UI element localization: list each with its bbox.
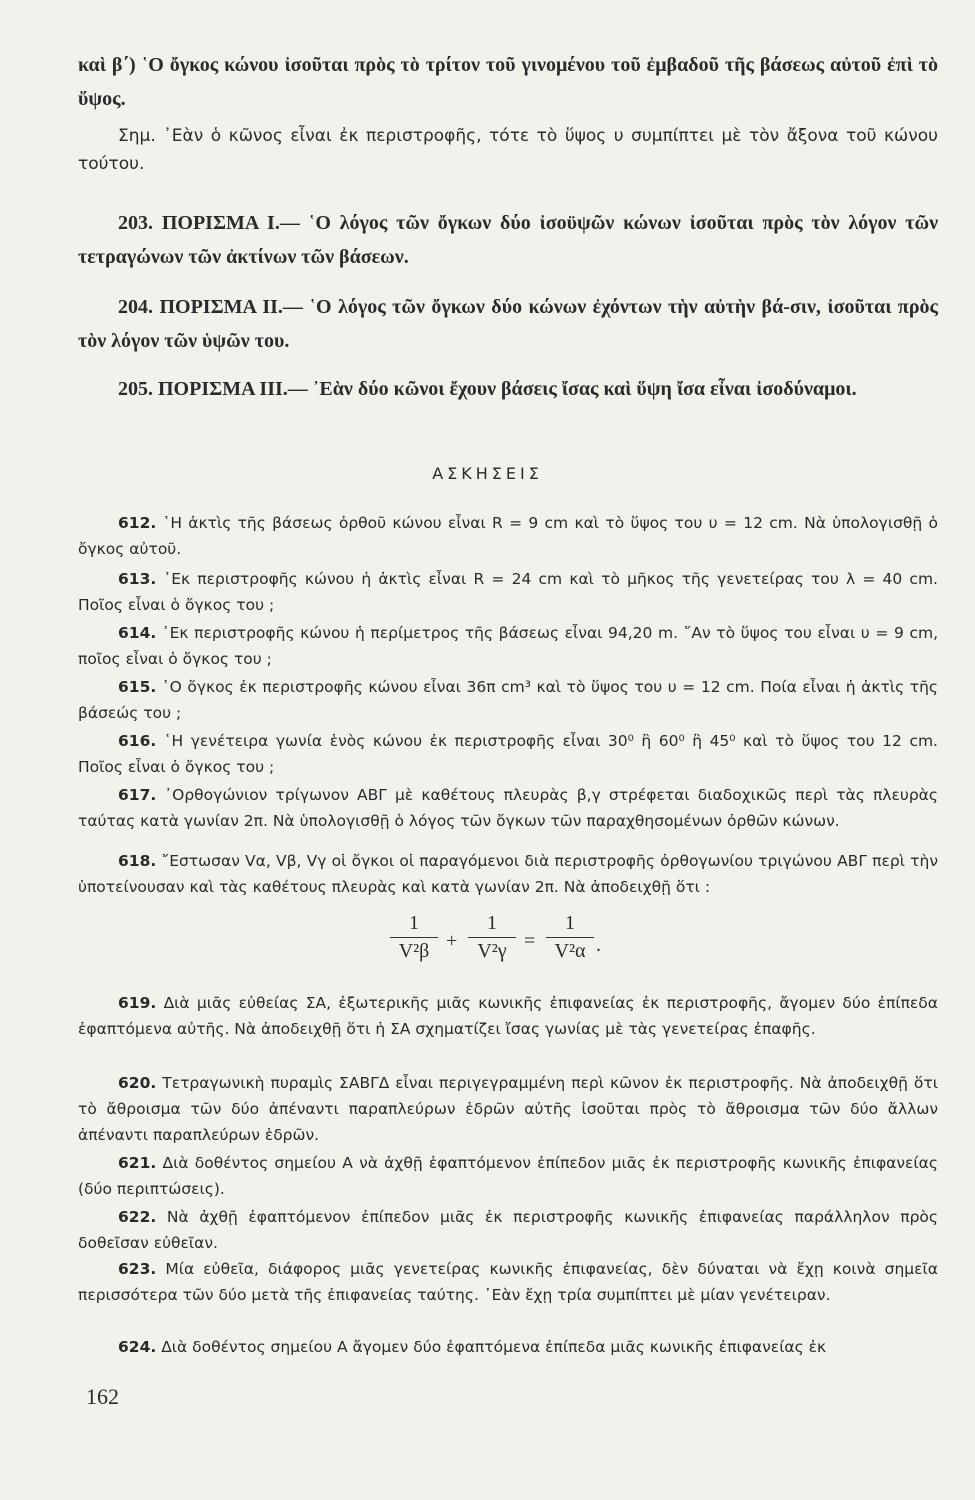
exercise-text: ῾Ο ὄγκος ἐκ περιστροφῆς κώνου εἶναι 36π cm³ καὶ τὸ ὕψος του υ = 12 cm. Ποία εἶναι ἡ ἀκτὶς τῆς βάσεώς του ; [78,678,938,722]
exercise-number: 623. [118,1260,157,1278]
exercise-616 [78,728,938,780]
exercise-number: 616. [118,732,157,750]
exercise-617 [78,782,938,834]
exercise-number: 624. [118,1338,157,1356]
fraction-gamma [468,912,516,963]
corollary-205 [78,372,938,406]
corollary-text: ῾Ο λόγος τῶν ὄγκων δύο κώνων ἐχόντων τὴν αὐτὴν βά-σιν, ἰσοῦται πρὸς τὸν λόγον τῶν ὑψῶν του. [78,296,938,352]
exercise-number: 620. [118,1074,157,1092]
fraction-alpha [546,912,594,963]
fraction-numerator: 1 [468,912,516,938]
exercise-number: 622. [118,1208,157,1226]
corollary-text: ῾Ο λόγος τῶν ὄγκων δύο ἰσοϋψῶν κώνων ἰσοῦται πρὸς τὸν λόγον τῶν τετραγώνων τῶν ἀκτίνων τῶν βάσεων. [78,212,939,268]
exercise-624 [78,1334,938,1360]
page-number: 162 [86,1384,119,1409]
exercise-615 [78,674,938,726]
exercise-number: 618. [118,852,157,870]
exercise-text: ᾽Εκ περιστροφῆς κώνου ἡ ἀκτὶς εἶναι R = 24 cm καὶ τὸ μῆκος τῆς γενετείρας του λ = 40 cm. Ποῖος εἶναι ὁ ὄγκος του ; [78,570,938,614]
fraction-numerator: 1 [546,912,594,938]
exercise-text: Νὰ ἀχθῇ ἐφαπτόμενον ἐπίπεδον μιᾶς ἐκ περιστροφῆς κωνικῆς ἐπιφανείας παράλληλον πρὸς δοθεῖσαν εὐθεῖαν. [78,1208,938,1252]
exercise-622 [78,1204,938,1256]
fraction-numerator: 1 [390,912,438,938]
exercise-text: ᾽Ορθογώνιον τρίγωνον ΑΒΓ μὲ καθέτους πλευρὰς β,γ στρέφεται διαδοχικῶς περὶ τὰς πλευρὰς ταύτας κατὰ γωνίαν 2π. Νὰ ὑπολογισθῇ ὁ λόγος τῶν ὄγκων τῶν παραχθησομένων ὀρθῶν κώνων. [78,786,938,830]
intro-note: Σημ. ᾽Εὰν ὁ κῶνος εἶναι ἐκ περιστροφῆς, τότε τὸ ὕψος υ συμπίπτει μὲ τὸν ἄξονα τοῦ κώνου τούτου. [78,126,938,174]
formula-period: . [596,934,601,956]
exercise-number: 612. [118,514,157,532]
exercise-number: 619. [118,994,157,1012]
exercise-623 [78,1256,938,1308]
corollary-number: 204. [118,296,153,318]
section-title: ΑΣΚΗΣΕΙΣ [432,464,543,483]
exercise-text: ῎Εστωσαν Vα, Vβ, Vγ οἱ ὄγκοι οἱ παραγόμενοι διὰ περιστροφῆς ὀρθογωνίου τριγώνου ΑΒΓ περὶ τὴν ὑποτείνουσαν καὶ τὰς καθέτους πλευρὰς καὶ κατὰ γωνίαν 2π. Νὰ ἀποδειχθῇ ὅτι : [78,852,938,896]
fraction-beta [390,912,438,963]
exercise-614 [78,620,938,672]
exercise-text: ῾Η γενέτειρα γωνία ἑνὸς κώνου ἐκ περιστροφῆς εἶναι 30⁰ ἢ 60⁰ ἢ 45⁰ καὶ τὸ ὕψος του 12 cm. Ποῖος εἶναι ὁ ὄγκος του ; [78,732,938,776]
exercise-number: 613. [118,570,157,588]
equals-sign: = [524,930,536,952]
fraction-denominator: V²β [398,940,430,962]
plus-sign: + [446,930,458,952]
corollary-heading: ΠΟΡΙΣΜΑ Ι.— [161,212,300,234]
exercise-text: ῾Η ἀκτὶς τῆς βάσεως ὀρθοῦ κώνου εἶναι R = 9 cm καὶ τὸ ὕψος του υ = 12 cm. Νὰ ὑπολογισθῇ ὁ ὄγκος αὐτοῦ. [78,514,938,558]
exercise-618 [78,848,938,900]
corollary-204 [78,290,938,358]
fraction-denominator: V²γ [477,940,507,962]
fraction-denominator: V²α [554,940,586,962]
corollary-203 [78,206,938,274]
exercise-619 [78,990,938,1042]
exercise-number: 615. [118,678,157,696]
exercise-number: 614. [118,624,157,642]
exercise-620 [78,1070,938,1148]
exercise-612 [78,510,938,562]
exercise-text: Μία εὐθεῖα, διάφορος μιᾶς γενετείρας κωνικῆς ἐπιφανείας, δὲν δύναται νὰ ἔχῃ κοινὰ σημεῖα περισσότερα τῶν δύο μετὰ τῆς ἐπιφανείας ταύτης. ᾽Εὰν ἔχῃ τρία συμπίπτει μὲ μίαν γενέτειραν. [78,1260,938,1304]
exercise-text: Διὰ δοθέντος σημείου Α νὰ ἀχθῇ ἐφαπτόμενον ἐπίπεδον μιᾶς ἐκ περιστροφῆς κωνικῆς ἐπιφανείας (δύο περιπτώσεις). [78,1154,938,1198]
corollary-heading: ΠΟΡΙΣΜΑ ΙΙΙ.— [158,378,308,400]
exercise-613 [78,566,938,618]
corollary-number: 203. [118,212,153,234]
intro-paragraph-b: καὶ β΄) ῾Ο ὄγκος κώνου ἰσοῦται πρὸς τὸ τρίτον τοῦ γινομένου τοῦ ἐμβαδοῦ τῆς βάσεως αὐτοῦ ἐπὶ τὸ ὕψος. [78,54,938,110]
exercise-621 [78,1150,938,1202]
corollary-number: 205. [118,378,153,400]
exercise-number: 621. [118,1154,157,1172]
formula-618 [390,912,650,982]
exercise-text: Διὰ μιᾶς εὐθείας ΣΑ, ἐξωτερικῆς μιᾶς κωνικῆς ἐπιφανείας ἐκ περιστροφῆς, ἄγομεν δύο ἐπίπεδα ἐφαπτόμενα αὐτῆς. Νὰ ἀποδειχθῇ ὅτι ἡ ΣΑ σχηματίζει ἴσας γωνίας μὲ τὰς γενετείρας ἐπαφῆς. [78,994,939,1038]
corollary-text: ᾽Εὰν δύο κῶνοι ἔχουν βάσεις ἴσας καὶ ὕψη ἴσα εἶναι ἰσοδύναμοι. [312,378,857,400]
corollary-heading: ΠΟΡΙΣΜΑ ΙΙ.— [159,296,303,318]
exercise-text: Διὰ δοθέντος σημείου Α ἄγομεν δύο ἐφαπτόμενα ἐπίπεδα μιᾶς κωνικῆς ἐπιφανείας ἐκ [161,1338,827,1356]
exercise-text: Τετραγωνικὴ πυραμὶς ΣΑΒΓΔ εἶναι περιγεγραμμένη περὶ κῶνον ἐκ περιστροφῆς. Νὰ ἀποδειχθῇ ὅτι τὸ ἄθροισμα τῶν δύο ἀπέναντι παραπλεύρων ἑδρῶν αὐτῆς ἰσοῦται πρὸς τὸ ἄθροισμα τῶν δύο ἄλλων ἀπέναντι παραπλεύρων ἑδρῶν. [78,1074,938,1144]
exercise-number: 617. [118,786,157,804]
exercise-text: ᾽Εκ περιστροφῆς κώνου ἡ περίμετρος τῆς βάσεως εἶναι 94,20 m. ῎Αν τὸ ὕψος του εἶναι υ = 9 cm, ποῖος εἶναι ὁ ὄγκος του ; [78,624,938,668]
